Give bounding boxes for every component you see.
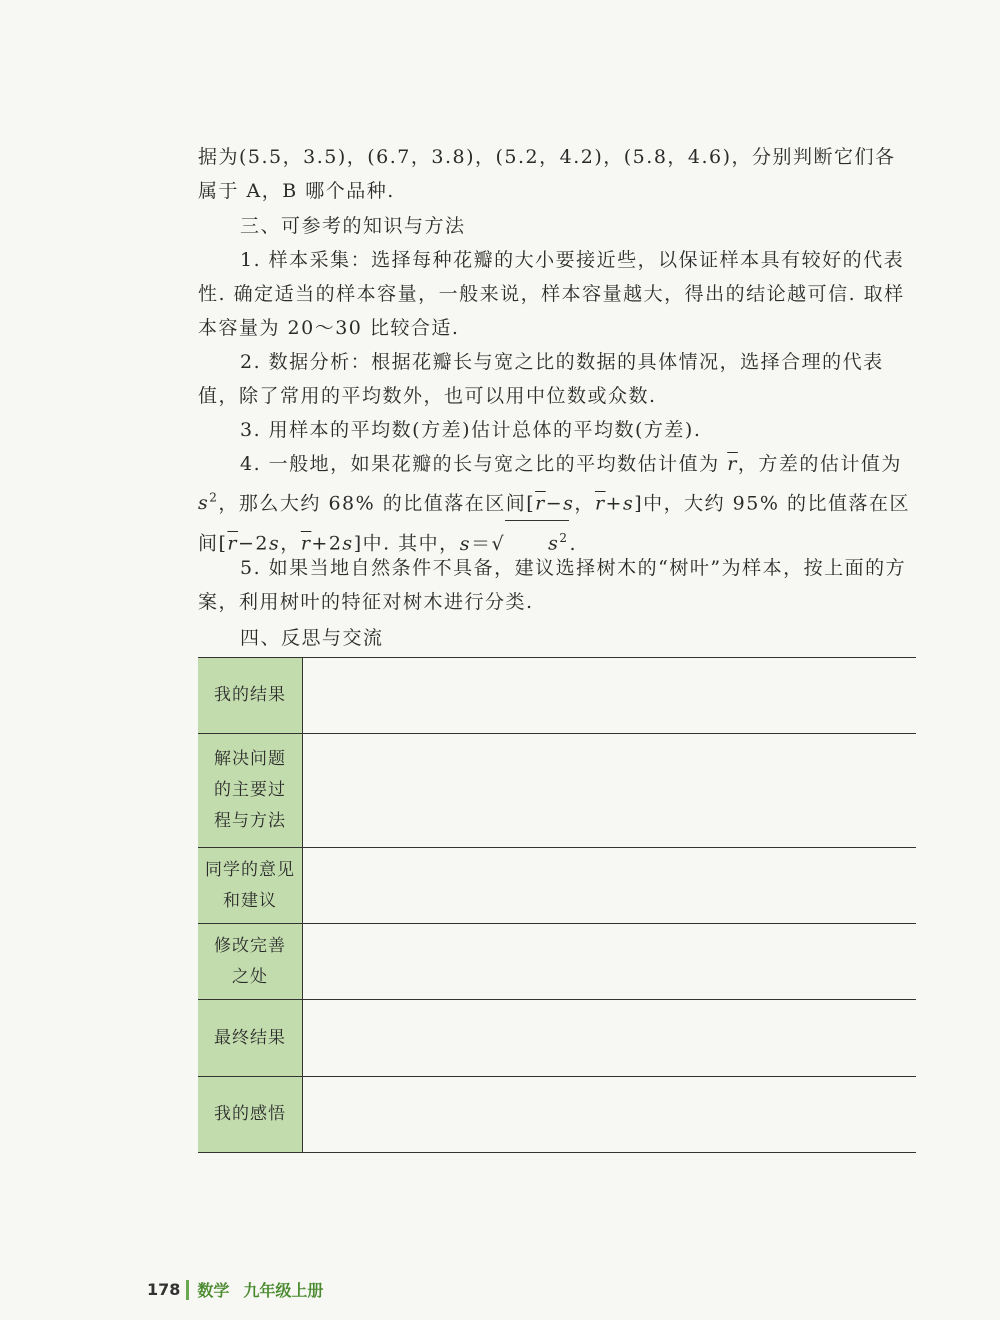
- text-line: 据为(5.5，3.5)，(6.7，3.8)，(5.2，4.2)，(5.8，4.6)，分别判断它们各: [198, 146, 896, 168]
- row-content-cell[interactable]: [303, 1077, 917, 1153]
- method-paragraph-4: [198, 447, 918, 561]
- math-interval-1: $\overline{r}-s$，$\overline{r}+s$: [535, 492, 635, 515]
- text-segment: ，那么大约 68% 的比值落在区间[: [218, 492, 536, 515]
- text-segment: ]中. 其中，: [353, 532, 460, 555]
- table-row: [198, 924, 916, 1000]
- row-label-reflections: 我的感悟: [198, 1077, 303, 1153]
- row-content-cell[interactable]: [303, 734, 917, 848]
- footer-grade: 九年级上册: [243, 1281, 324, 1300]
- footer-subject: 数学: [197, 1281, 230, 1300]
- row-content-cell[interactable]: [303, 1000, 917, 1077]
- row-content-cell[interactable]: [303, 924, 917, 1000]
- table-row: [198, 848, 916, 924]
- math-s-squared: $s^2$: [198, 491, 219, 515]
- paragraph-line-2: [198, 174, 918, 208]
- page-footer: [147, 1278, 323, 1301]
- section-3-title: 三、可参考的知识与方法: [240, 215, 466, 237]
- row-content-cell[interactable]: [303, 658, 917, 734]
- text-segment: 4. 一般地，如果花瓣的长与宽之比的平均数估计值为: [240, 453, 728, 475]
- method-paragraph-1: 1. 样本采集：选择每种花瓣的大小要接近些，以保证样本具有较好的代表性. 确定适当的样本容量，一般来说，样本容量越大，得出的结论越可信. 取样本容量为 20～30 比较合适.: [198, 249, 905, 339]
- method-paragraph-5: 5. 如果当地自然条件不具备，建议选择树木的“树叶”为样本，按上面的方案，利用树叶的特征对树木进行分类.: [198, 557, 907, 613]
- reflection-table: [198, 657, 916, 1153]
- footer-divider: [186, 1280, 189, 1300]
- table-row: [198, 1077, 916, 1153]
- math-r-bar: $\overline{r}$: [727, 453, 738, 475]
- math-s-definition: s＝√ $s^2$.: [460, 533, 577, 555]
- text-segment: ]中，大约 95% 的比值落在区间[: [198, 492, 910, 555]
- table-row: [198, 734, 916, 848]
- row-label-process-method: 解决问题 的主要过 程与方法: [198, 734, 303, 848]
- row-label-improvements: 修改完善 之处: [198, 924, 303, 1000]
- method-paragraph-2: 2. 数据分析：根据花瓣长与宽之比的数据的具体情况，选择合理的代表值，除了常用的平均数外，也可以用中位数或众数.: [198, 351, 884, 407]
- text-line: 属于 A，B 哪个品种.: [198, 180, 395, 202]
- paragraph-line-1: [198, 140, 918, 174]
- method-paragraph-3: 3. 用样本的平均数(方差)估计总体的平均数(方差).: [240, 419, 702, 441]
- math-interval-2: $\overline{r}-2s$，$\overline{r}+2s$: [227, 532, 354, 555]
- row-label-my-result: 我的结果: [198, 658, 303, 734]
- row-label-final-result: 最终结果: [198, 1000, 303, 1077]
- row-content-cell[interactable]: [303, 848, 917, 924]
- row-label-peer-advice: 同学的意见 和建议: [198, 848, 303, 924]
- table-row: [198, 658, 916, 734]
- text-segment: ，方差的估计值为: [737, 453, 902, 475]
- section-4-title: 四、反思与交流: [240, 627, 384, 649]
- table-row: [198, 1000, 916, 1077]
- page-number: 178: [147, 1280, 181, 1299]
